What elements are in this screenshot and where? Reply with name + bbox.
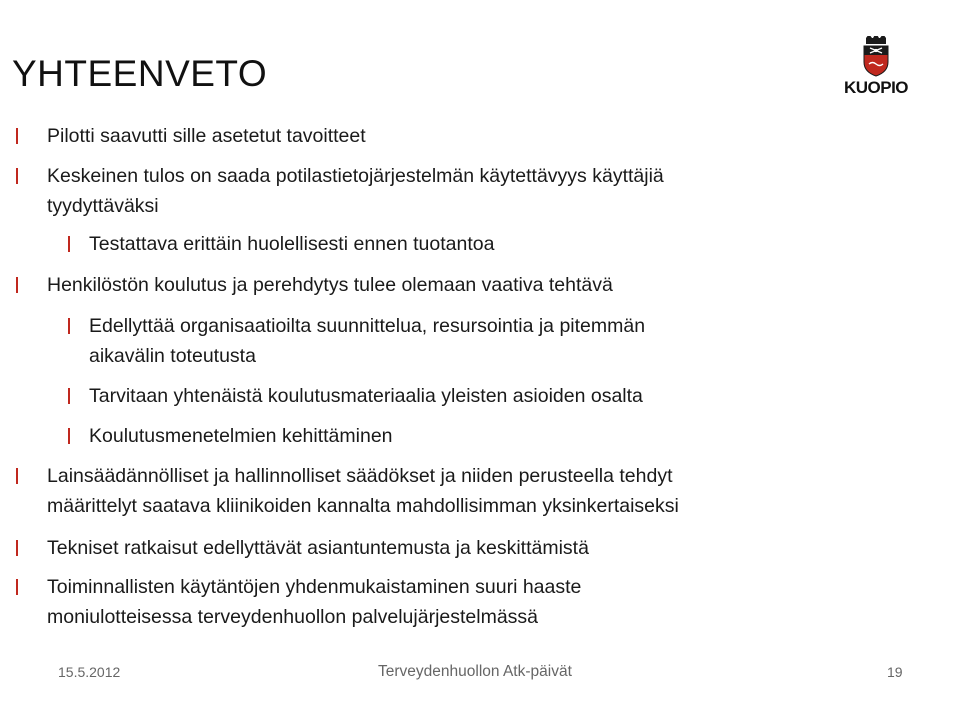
sub-bullet-item [89,421,393,451]
sub-bullet-marker [68,236,70,252]
bullet-item [47,572,581,632]
kuopio-logo-text: KUOPIO [843,78,909,97]
bullet-line: Tarvitaan yhtenäistä koulutusmateriaalia yleisten asioiden osalta [89,385,643,407]
footer-date: 15.5.2012 [58,664,121,680]
sub-bullet-marker [68,428,70,444]
bullet-line: Edellyttää organisaatioilta suunnittelua, resursointia ja pitemmän [89,315,646,337]
bullet-marker [16,579,18,595]
sub-bullet-item [89,229,494,259]
kuopio-coat-of-arms-icon [842,36,910,78]
bullet-line: Toiminnallisten käytäntöjen yhdenmukaistaminen suuri haaste [47,576,582,598]
kuopio-logo [842,36,910,100]
sub-bullet-item [89,311,645,371]
bullet-item [47,161,664,221]
bullet-marker [16,468,18,484]
bullet-line: Testattava erittäin huolellisesti ennen tuotantoa [89,233,495,255]
bullet-marker [16,277,18,293]
bullet-item [47,533,589,563]
bullet-line: Tekniset ratkaisut edellyttävät asiantuntemusta ja keskittämistä [47,537,589,559]
page-number: 19 [887,664,903,680]
bullet-marker [16,128,18,144]
bullet-line: Henkilöstön koulutus ja perehdytys tulee olemaan vaativa tehtävä [47,274,613,296]
bullet-marker [16,540,18,556]
sub-bullet-marker [68,318,70,334]
slide-title: YHTEENVETO [12,53,268,94]
bullet-line: Koulutusmenetelmien kehittäminen [89,425,393,447]
sub-bullet-marker [68,388,70,404]
bullet-line: tyydyttäväksi [47,195,159,217]
bullet-line: moniulotteisessa terveydenhuollon palvelujärjestelmässä [47,606,539,628]
bullet-item [47,461,679,521]
bullet-item [47,270,613,300]
sub-bullet-item [89,381,643,411]
bullet-line: Keskeinen tulos on saada potilastietojärjestelmän käytettävyys käyttäjiä [47,165,664,187]
bullet-line: määrittelyt saatava kliinikoiden kannalta mahdollisimman yksinkertaiseksi [47,495,679,517]
bullet-marker [16,168,18,184]
footer-event-name: Terveydenhuollon Atk-päivät [378,663,572,680]
bullet-item [47,121,366,151]
bullet-line: Pilotti saavutti sille asetetut tavoitteet [47,125,366,147]
bullet-line: Lainsäädännölliset ja hallinnolliset säädökset ja niiden perusteella tehdyt [47,465,673,487]
bullet-line: aikavälin toteutusta [89,345,256,367]
